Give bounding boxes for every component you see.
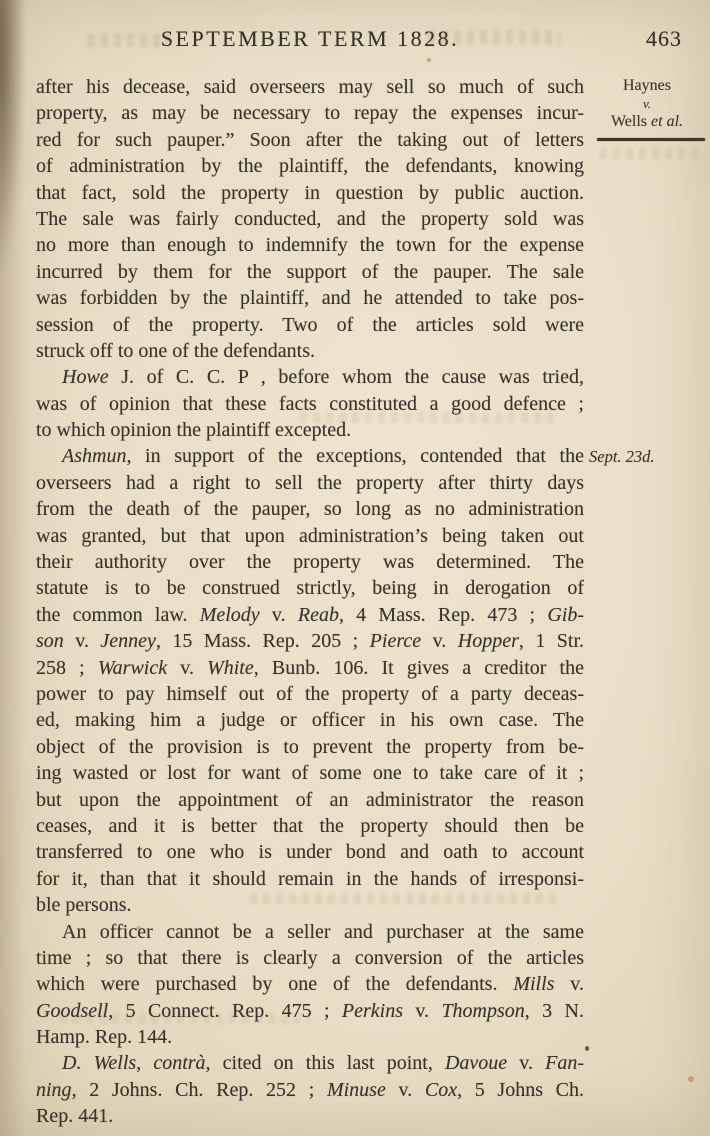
- italic-text-segment: contrà: [153, 1052, 206, 1075]
- text-line: [36, 74, 584, 100]
- text-line: [36, 1050, 584, 1076]
- text-segment: , cited on this last point,: [205, 1052, 445, 1075]
- gutter-shadow: [0, 0, 30, 324]
- text-segment: Wells: [610, 113, 652, 130]
- text-line: [36, 839, 584, 865]
- text-line: [36, 127, 584, 153]
- text-segment: v.: [507, 1052, 546, 1075]
- margin-caption-rule: [597, 138, 705, 141]
- text-segment: but upon the appointment of an administrator the reason: [36, 788, 584, 811]
- italic-text-segment: v.: [642, 96, 652, 111]
- text-segment: v.: [385, 1078, 425, 1101]
- text-segment: Rep. 441.: [36, 1105, 114, 1128]
- italic-text-segment: Cox: [424, 1078, 458, 1101]
- italic-text-segment: White: [207, 656, 254, 679]
- text-segment: no more than enough to indemnify the town for the expense: [36, 234, 584, 257]
- italic-text-segment: Minuse: [326, 1078, 386, 1101]
- italic-text-segment: Davoue: [444, 1052, 508, 1075]
- text-line: [36, 734, 584, 760]
- text-segment: time ; so that there is clearly a conversion of the articles: [36, 946, 584, 969]
- italic-text-segment: son: [36, 630, 64, 653]
- text-line: [36, 206, 584, 232]
- text-line: [36, 787, 584, 813]
- text-segment: red for such pauper.” Soon after the taking out of letters: [36, 128, 584, 151]
- page-number: 463: [646, 26, 682, 51]
- text-segment: was forbidden by the plaintiff, and he attended to take pos-: [36, 287, 584, 310]
- text-line: [588, 76, 706, 96]
- text-segment: v.: [259, 603, 298, 626]
- italic-text-segment: ning: [36, 1078, 72, 1101]
- text-segment: The sale was fairly conducted, and the property sold was: [36, 207, 584, 230]
- text-segment: , 4 Mass. Rep. 473 ;: [338, 603, 548, 626]
- italic-text-segment: Gib-: [547, 603, 584, 626]
- text-segment: v.: [63, 630, 101, 653]
- text-line: [36, 417, 584, 443]
- text-segment: v.: [402, 999, 442, 1022]
- text-segment: transferred to one who is under bond and oath to account: [36, 841, 584, 864]
- italic-text-segment: Reab: [297, 603, 339, 626]
- text-segment: incurred by them for the support of the pauper. The sale: [36, 260, 584, 283]
- text-segment: , 5 Johns Ch.: [457, 1078, 584, 1101]
- text-segment: ing wasted or lost for want of some one to take care of it ;: [36, 762, 584, 785]
- paragraph: [36, 74, 584, 364]
- text-line: [36, 338, 584, 364]
- text-segment: ed, making him a judge or officer in his own case. The: [36, 709, 584, 732]
- text-line: [588, 112, 706, 132]
- paragraph: [36, 364, 584, 443]
- text-segment: the common law.: [36, 603, 200, 626]
- text-segment: property, as may be necessary to repay the expenses incur-: [36, 102, 584, 125]
- text-segment: , 1 Str.: [518, 630, 584, 653]
- text-line: [36, 1024, 584, 1050]
- text-line: [36, 892, 584, 918]
- italic-text-segment: D. Wells: [62, 1052, 137, 1075]
- text-segment: , 5 Connect. Rep. 475 ;: [108, 999, 342, 1022]
- italic-text-segment: Melody: [199, 603, 260, 626]
- italic-text-segment: Fan-: [545, 1052, 584, 1075]
- text-segment: struck off to one of the defendants.: [36, 339, 315, 362]
- text-segment: for it, than that it should remain in the hands of irresponsi-: [36, 867, 584, 890]
- text-line: [36, 549, 584, 575]
- italic-text-segment: et al.: [651, 113, 684, 130]
- text-line: [36, 180, 584, 206]
- text-line: [36, 945, 584, 971]
- text-line: [36, 1077, 584, 1103]
- text-segment: statute is to be construed strictly, being in derogation of: [36, 577, 584, 600]
- text-line: [588, 96, 706, 112]
- text-line: [36, 391, 584, 417]
- text-line: [36, 681, 584, 707]
- text-segment: session of the property. Two of the articles sold were: [36, 313, 584, 336]
- text-segment: v.: [421, 630, 458, 653]
- paper-speck: [688, 1076, 694, 1082]
- italic-text-segment: Howe: [62, 366, 109, 389]
- text-segment: , 2 Johns. Ch. Rep. 252 ;: [71, 1078, 327, 1101]
- text-line: [36, 628, 584, 654]
- text-segment: , in support of the exceptions, contended that the: [126, 445, 584, 468]
- bleed-through-smudge: [600, 148, 700, 159]
- text-segment: ceases, and it is better that the property should then be: [36, 814, 584, 837]
- text-line: [36, 496, 584, 522]
- text-segment: J. of C. C. P , before whom the cause was tried,: [108, 366, 584, 389]
- text-segment: , Bunb. 106. It gives a creditor the: [253, 656, 584, 679]
- text-segment: was granted, but that upon administration’s being taken out: [36, 524, 584, 547]
- text-line: [36, 919, 584, 945]
- italic-text-segment: Perkins: [341, 999, 403, 1022]
- text-segment: from the death of the pauper, so long as no administration: [36, 498, 584, 521]
- text-segment: object of the provision is to prevent the property from be-: [36, 735, 584, 758]
- italic-text-segment: Jenney: [100, 630, 156, 653]
- text-segment: of administration by the plaintiff, the defendants, knowing: [36, 155, 584, 178]
- text-segment: overseers had a right to sell the property after thirty days: [36, 471, 584, 494]
- paragraph: [36, 1050, 584, 1129]
- text-line: [36, 312, 584, 338]
- text-segment: Hamp. Rep. 144.: [36, 1026, 173, 1049]
- paragraph: [36, 919, 584, 1051]
- text-segment: , 15 Mass. Rep. 205 ;: [155, 630, 370, 653]
- text-segment: v.: [554, 973, 584, 996]
- text-line: [36, 470, 584, 496]
- italic-text-segment: Hopper: [457, 630, 519, 653]
- text-segment: Haynes: [623, 77, 671, 94]
- text-line: [36, 259, 584, 285]
- text-line: [36, 364, 584, 390]
- text-line: [36, 655, 584, 681]
- text-line: [36, 100, 584, 126]
- text-line: [36, 153, 584, 179]
- text-segment: An officer cannot be a seller and purchaser at the same: [62, 920, 584, 943]
- text-segment: v.: [167, 656, 208, 679]
- text-line: [36, 285, 584, 311]
- italic-text-segment: Pierce: [369, 630, 422, 653]
- text-segment: that fact, sold the property in question by public auction.: [36, 181, 584, 204]
- text-segment: to which opinion the plaintiff excepted.: [36, 419, 352, 442]
- text-segment: after his decease, said overseers may sell so much of such: [36, 76, 584, 98]
- text-segment: which were purchased by one of the defendants.: [36, 973, 514, 996]
- text-segment: was of opinion that these facts constituted a good defence ;: [36, 392, 584, 415]
- italic-text-segment: Ashmun: [62, 445, 127, 468]
- text-segment: ,: [136, 1052, 154, 1075]
- text-line: [36, 813, 584, 839]
- text-line: [36, 523, 584, 549]
- text-line: [36, 866, 584, 892]
- text-line: [36, 760, 584, 786]
- italic-text-segment: Mills: [513, 973, 555, 996]
- margin-date-note: Sept. 23d.: [589, 447, 655, 466]
- italic-text-segment: Thompson: [441, 999, 525, 1022]
- text-segment: 258 ;: [36, 656, 98, 679]
- italic-text-segment: Goodsell: [36, 999, 109, 1022]
- margin-case-caption: [588, 76, 706, 132]
- text-line: [36, 232, 584, 258]
- text-segment: their authority over the property was determined. The: [36, 551, 584, 574]
- text-line: [36, 443, 584, 469]
- text-segment: , 3 N.: [524, 999, 584, 1022]
- text-segment: ble persons.: [36, 894, 132, 917]
- text-line: [36, 971, 584, 997]
- text-line: [36, 1103, 584, 1129]
- running-head-title: SEPTEMBER TERM 1828.: [160, 26, 460, 51]
- text-line: [36, 998, 584, 1024]
- text-line: [36, 707, 584, 733]
- main-text-column: [36, 74, 584, 1130]
- paper-speck: [585, 1046, 589, 1051]
- italic-text-segment: Warwick: [97, 656, 168, 679]
- text-line: [36, 602, 584, 628]
- text-line: [36, 575, 584, 601]
- paragraph: [36, 443, 584, 918]
- text-segment: power to pay himself out of the property of a party deceas-: [36, 682, 584, 705]
- paper-speck: [427, 58, 431, 62]
